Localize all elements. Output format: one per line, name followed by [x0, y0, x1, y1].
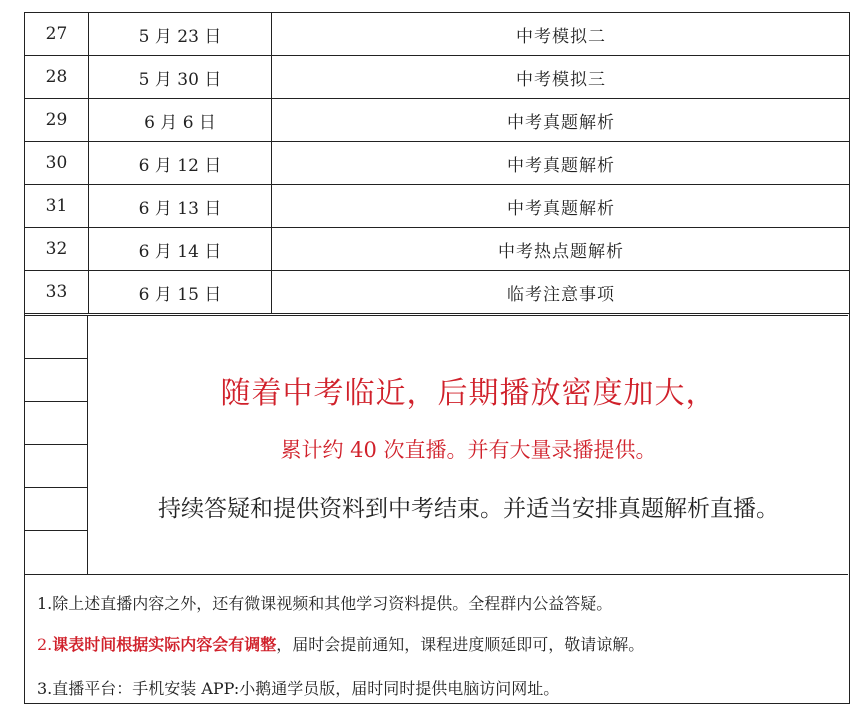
- schedule-document: [24, 12, 850, 704]
- table-row: [25, 56, 850, 99]
- table-row: [25, 99, 850, 142]
- empty-number-column: [25, 316, 88, 574]
- notice-closing-line: 持续答疑和提供资料到中考结束。并适当安排真题解析直播。: [158, 496, 779, 522]
- footnote-2: [37, 632, 644, 655]
- lesson-topic: 中考热点题解析: [272, 228, 851, 271]
- lesson-date: 6 月 6 日: [89, 99, 272, 142]
- notice-body: [89, 316, 848, 574]
- empty-cell: [25, 445, 87, 488]
- lesson-number: 27: [25, 13, 89, 56]
- footnote-1: 1.除上述直播内容之外，还有微课视频和其他学习资料提供。全程群内公益答疑。: [37, 594, 613, 613]
- footnote-2-number: 2.: [37, 635, 53, 654]
- empty-cell: [25, 531, 87, 574]
- schedule-table: [25, 13, 850, 314]
- table-row: [25, 228, 850, 271]
- lesson-number: 30: [25, 142, 89, 185]
- lesson-topic: 中考模拟三: [272, 56, 851, 99]
- lesson-number: 31: [25, 185, 89, 228]
- table-row: [25, 185, 850, 228]
- lesson-topic: 临考注意事项: [272, 271, 851, 314]
- lesson-date: 5 月 30 日: [89, 56, 272, 99]
- empty-cell: [25, 316, 87, 359]
- lesson-date: 6 月 15 日: [89, 271, 272, 314]
- notice-headline: 随着中考临近，后期播放密度加大，: [220, 376, 717, 411]
- lesson-date: 6 月 13 日: [89, 185, 272, 228]
- notice-subline: 累计约 40 次直播。并有大量录播提供。: [280, 438, 657, 462]
- empty-cell: [25, 359, 87, 402]
- table-row: [25, 142, 850, 185]
- lesson-number: 29: [25, 99, 89, 142]
- table-row: [25, 13, 850, 56]
- notice-block: [25, 315, 848, 575]
- footnote-3: 3.直播平台：手机安装 APP:小鹅通学员版，届时同时提供电脑访问网址。: [37, 679, 560, 698]
- empty-cell: [25, 488, 87, 531]
- lesson-topic: 中考真题解析: [272, 185, 851, 228]
- lesson-topic: 中考模拟二: [272, 13, 851, 56]
- footnote-2-text: ，届时会提前通知，课程进度顺延即可，敬请谅解。: [276, 635, 645, 654]
- lesson-number: 28: [25, 56, 89, 99]
- lesson-date: 6 月 12 日: [89, 142, 272, 185]
- lesson-topic: 中考真题解析: [272, 99, 851, 142]
- lesson-date: 5 月 23 日: [89, 13, 272, 56]
- table-row: [25, 271, 850, 314]
- lesson-topic: 中考真题解析: [272, 142, 851, 185]
- empty-cell: [25, 402, 87, 445]
- lesson-number: 33: [25, 271, 89, 314]
- lesson-date: 6 月 14 日: [89, 228, 272, 271]
- lesson-number: 32: [25, 228, 89, 271]
- footnote-2-highlight: 课表时间根据实际内容会有调整: [52, 635, 277, 654]
